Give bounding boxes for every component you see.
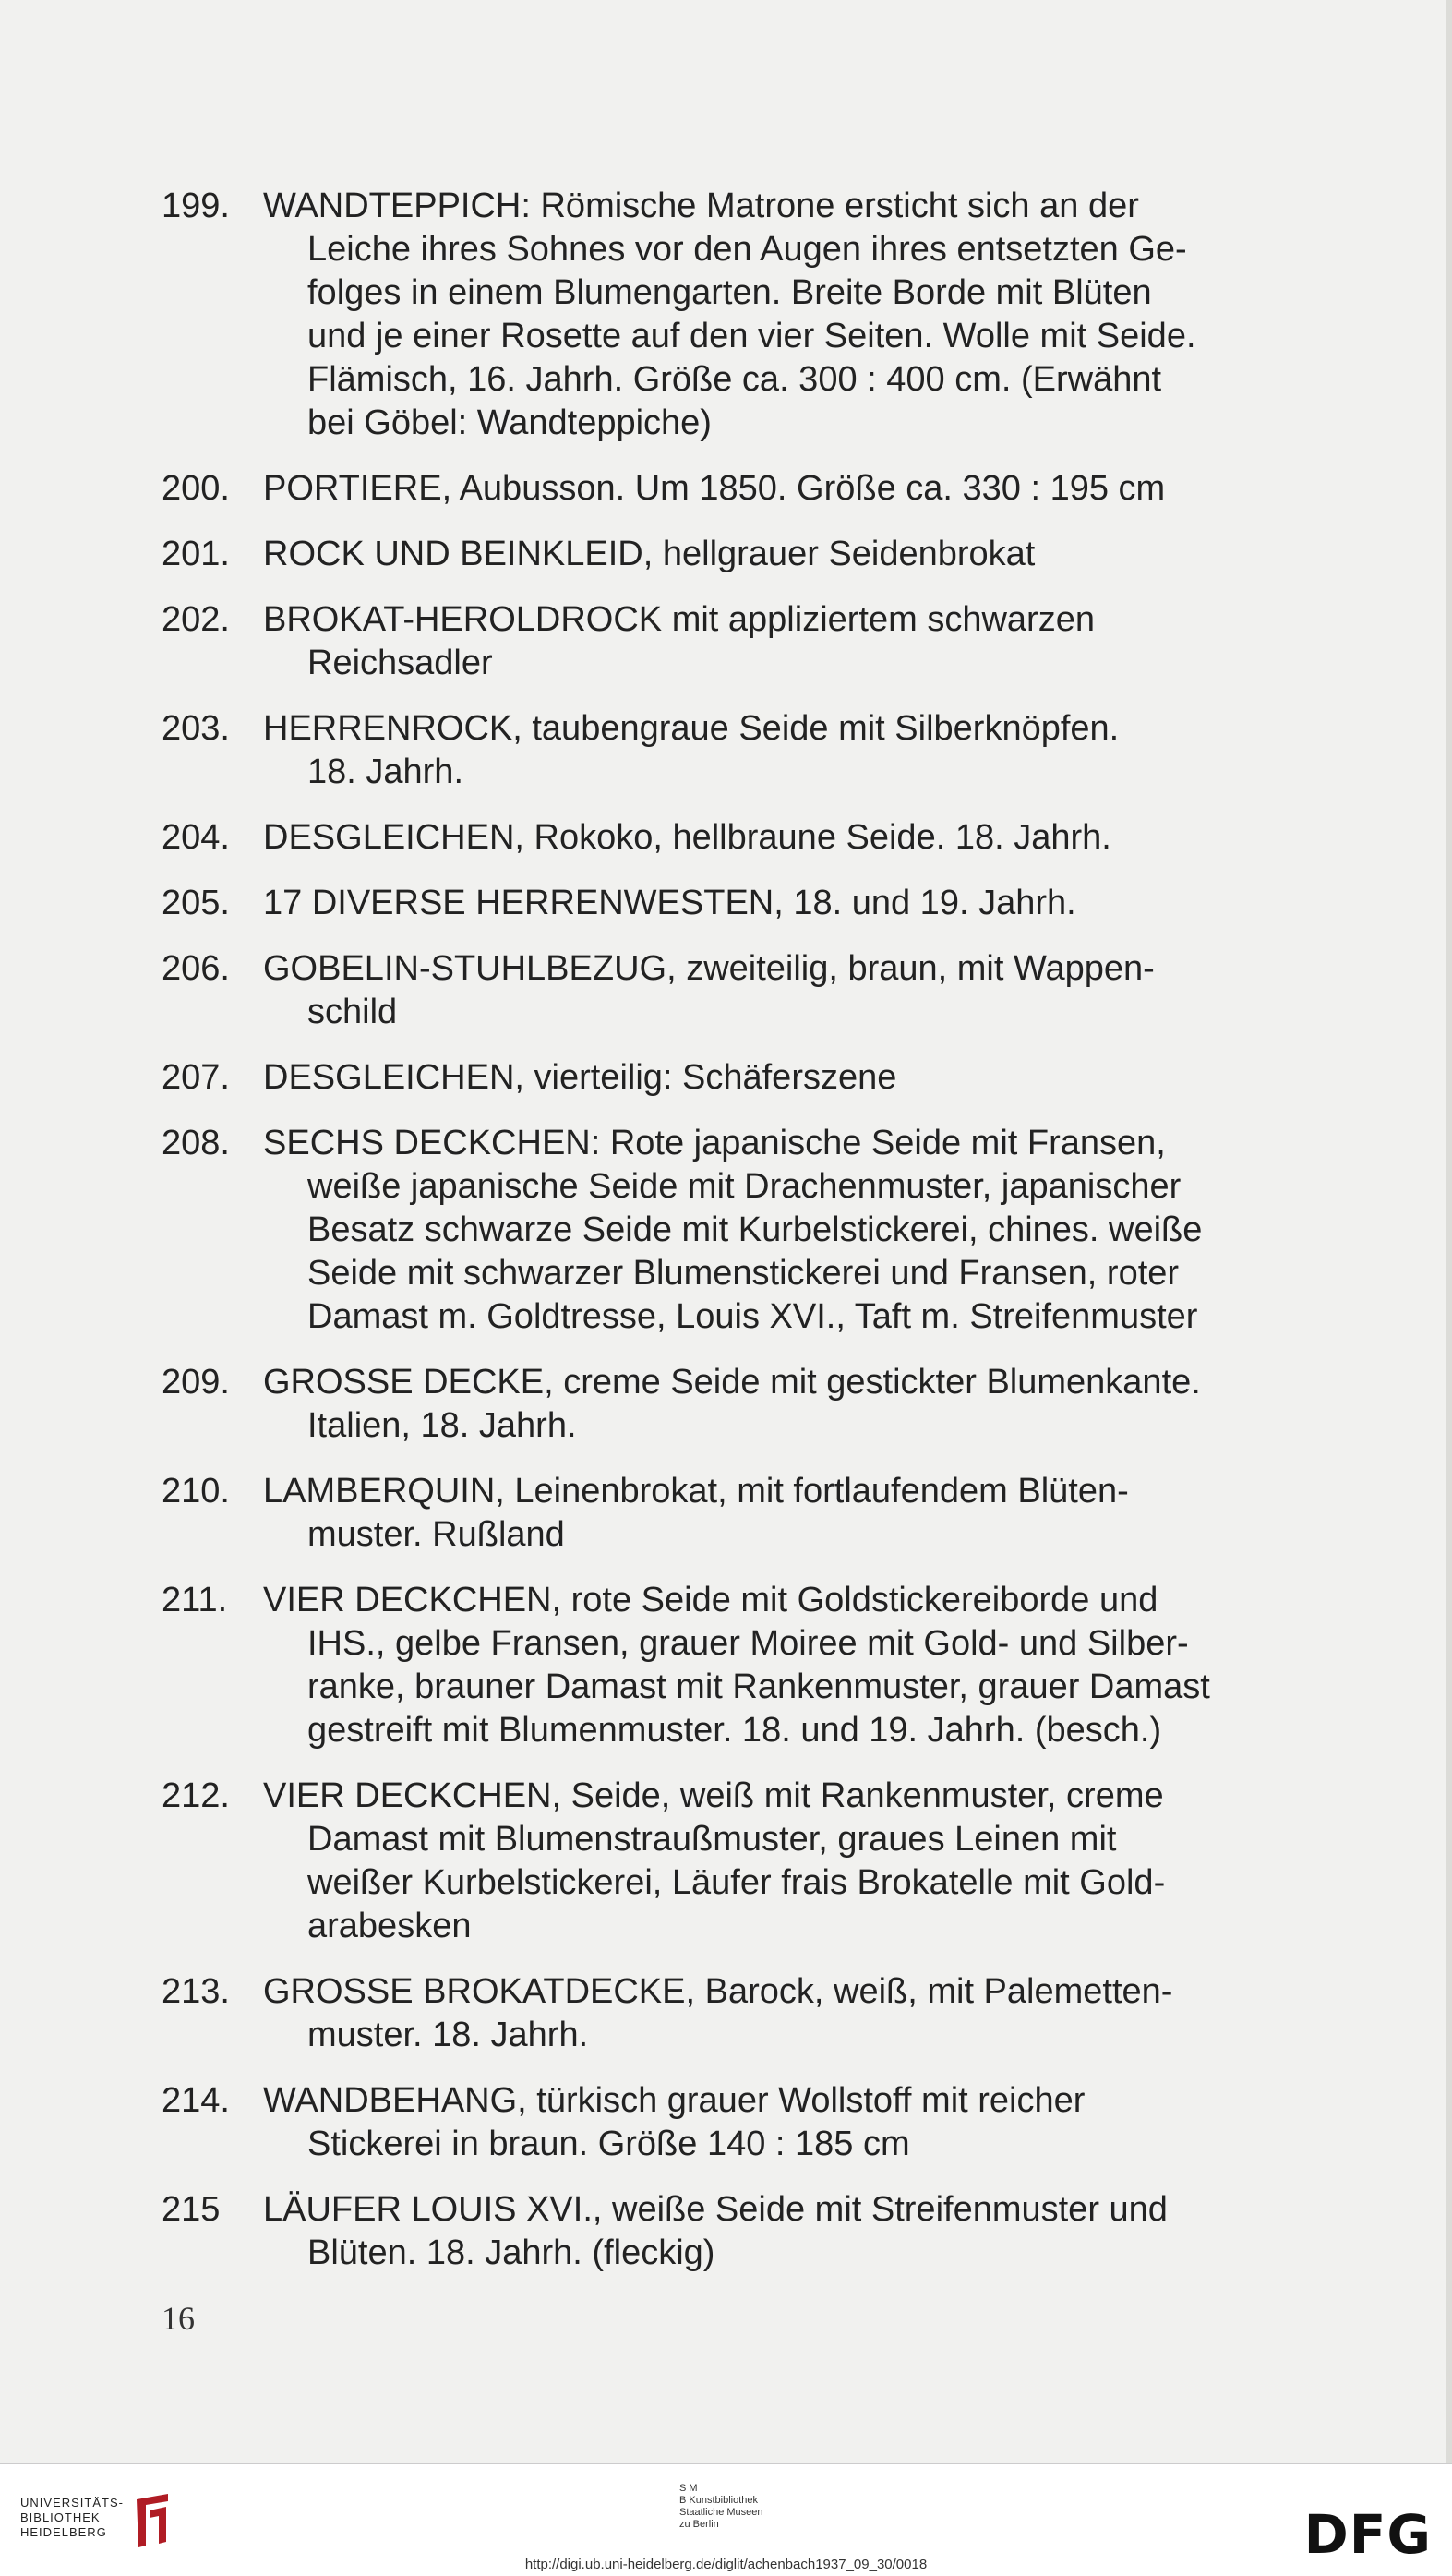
entry-line: BROKAT-HEROLDROCK mit appliziertem schwarzen (263, 600, 1095, 639)
catalog-entry (162, 533, 1334, 576)
catalog-entry (162, 1775, 1334, 1948)
entry-line: 17 DIVERSE HERRENWESTEN, 18. und 19. Jahrh. (263, 884, 1076, 922)
entry-description (263, 816, 1334, 860)
entry-number: 202. (162, 600, 230, 639)
entry-line: VIER DECKCHEN, rote Seide mit Goldstickereiborde und (263, 1581, 1158, 1619)
catalog-entry (162, 1361, 1334, 1448)
entry-line: Italien, 18. Jahrh. (307, 1406, 577, 1445)
entry-line: 18. Jahrh. (307, 752, 463, 791)
entry-line: folges in einem Blumengarten. Breite Borde mit Blüten (307, 273, 1152, 312)
catalog-entry (162, 467, 1334, 511)
entry-description (263, 1579, 1334, 1752)
entry-line: muster. 18. Jahrh. (307, 2016, 589, 2054)
entry-description (263, 882, 1334, 925)
catalog-entry (162, 947, 1334, 1034)
museum-line: Staatliche Museen (679, 2507, 763, 2518)
entry-line: Seide mit schwarzer Blumenstickerei und Fransen, roter (307, 1254, 1180, 1293)
entry-line: IHS., gelbe Fransen, grauer Moiree mit Gold- und Silber- (307, 1624, 1189, 1663)
entry-description (263, 1970, 1334, 2057)
entry-line: ROCK UND BEINKLEID, hellgrauer Seidenbrokat (263, 535, 1036, 573)
uni-line: BIBLIOTHEK (20, 2510, 101, 2524)
viewer-footer (0, 2463, 1452, 2576)
catalog-entry (162, 1056, 1334, 1100)
entry-description (263, 1361, 1334, 1448)
source-url-link[interactable]: http://digi.ub.uni-heidelberg.de/diglit/achenbach1937_09_30/0018 (524, 2557, 928, 2572)
entry-description (263, 707, 1334, 794)
catalog-entry (162, 1579, 1334, 1752)
catalog-entry (162, 185, 1334, 445)
entry-line: Damast mit Blumenstraußmuster, graues Leinen mit (307, 1820, 1117, 1859)
entry-description (263, 467, 1334, 511)
entry-number: 209. (162, 1363, 230, 1402)
uni-line: HEIDELBERG (20, 2525, 107, 2539)
entry-line: weiße japanische Seide mit Drachenmuster, japanischer (307, 1167, 1182, 1206)
entry-line: DESGLEICHEN, vierteilig: Schäferszene (263, 1058, 897, 1097)
entry-line: GROSSE DECKE, creme Seide mit gestickter Blumenkante. (263, 1363, 1201, 1402)
catalog-entry (162, 1970, 1334, 2057)
catalog-entry (162, 816, 1334, 860)
entry-number: 210. (162, 1472, 230, 1511)
entry-number: 213. (162, 1972, 230, 2011)
entry-line: Leiche ihres Sohnes vor den Augen ihres entsetzten Ge- (307, 230, 1187, 269)
page-number: 16 (162, 2300, 195, 2337)
entry-line: DESGLEICHEN, Rokoko, hellbraune Seide. 18. Jahrh. (263, 818, 1111, 857)
entry-number: 212. (162, 1776, 230, 1815)
university-library-label (20, 2496, 124, 2540)
entry-line: Damast m. Goldtresse, Louis XVI., Taft m. Streifenmuster (307, 1297, 1198, 1336)
entry-description (263, 1056, 1334, 1100)
catalog-list (162, 185, 1334, 2275)
entry-number: 206. (162, 949, 230, 988)
entry-line: Blüten. 18. Jahrh. (fleckig) (307, 2233, 715, 2272)
entry-description (263, 947, 1334, 1034)
entry-line: schild (307, 993, 398, 1031)
catalog-entry (162, 1470, 1334, 1557)
entry-number: 207. (162, 1058, 230, 1097)
catalog-entry (162, 882, 1334, 925)
catalog-entry (162, 1122, 1334, 1339)
entry-number: 203. (162, 709, 230, 748)
entry-description (263, 533, 1334, 576)
entry-number: 199. (162, 187, 230, 225)
entry-line: GROSSE BROKATDECKE, Barock, weiß, mit Palemetten- (263, 1972, 1173, 2011)
entry-number: 200. (162, 469, 230, 508)
entry-number: 201. (162, 535, 230, 573)
catalog-entry (162, 2188, 1334, 2275)
entry-description (263, 598, 1334, 685)
entry-line: Stickerei in braun. Größe 140 : 185 cm (307, 2125, 910, 2163)
entry-line: Reichsadler (307, 644, 493, 682)
entry-line: PORTIERE, Aubusson. Um 1850. Größe ca. 330 : 195 cm (263, 469, 1166, 508)
entry-description (263, 2079, 1334, 2166)
entry-description (263, 2188, 1334, 2275)
entry-number: 208. (162, 1124, 230, 1162)
entry-line: VIER DECKCHEN, Seide, weiß mit Rankenmuster, creme (263, 1776, 1164, 1815)
entry-line: HERRENROCK, taubengraue Seide mit Silberknöpfen. (263, 709, 1120, 748)
catalog-entry (162, 707, 1334, 794)
entry-number: 215 (162, 2190, 221, 2229)
catalog-entry (162, 598, 1334, 685)
entry-line: und je einer Rosette auf den vier Seiten. Wolle mit Seide. (307, 317, 1196, 355)
entry-line: weißer Kurbelstickerei, Läufer frais Brokatelle mit Gold- (307, 1863, 1166, 1902)
entry-description (263, 1775, 1334, 1948)
entry-line: muster. Rußland (307, 1515, 565, 1554)
entry-line: Besatz schwarze Seide mit Kurbelstickerei, chines. weiße (307, 1210, 1203, 1249)
dfg-logo: DFG (1303, 2503, 1432, 2566)
entry-line: bei Göbel: Wandteppiche) (307, 403, 712, 442)
catalog-entry (162, 2079, 1334, 2166)
museum-line: B Kunstbibliothek (679, 2495, 758, 2506)
entry-description (263, 1470, 1334, 1557)
entry-line: GOBELIN-STUHLBEZUG, zweiteilig, braun, mit Wappen- (263, 949, 1155, 988)
entry-line: ranke, brauner Damast mit Rankenmuster, grauer Damast (307, 1667, 1210, 1706)
entry-line: SECHS DECKCHEN: Rote japanische Seide mit Fransen, (263, 1124, 1166, 1162)
museum-line: zu Berlin (679, 2519, 719, 2530)
museum-label (679, 2483, 763, 2531)
uni-line: UNIVERSITÄTS- (20, 2496, 124, 2510)
entry-number: 204. (162, 818, 230, 857)
entry-line: arabesken (307, 1907, 472, 1945)
entry-line: LAMBERQUIN, Leinenbrokat, mit fortlaufendem Blüten- (263, 1472, 1129, 1511)
entry-number: 205. (162, 884, 230, 922)
entry-description (263, 1122, 1334, 1339)
entry-line: WANDBEHANG, türkisch grauer Wollstoff mit reicher (263, 2081, 1086, 2120)
entry-line: Flämisch, 16. Jahrh. Größe ca. 300 : 400 cm. (Erwähnt (307, 360, 1162, 399)
museum-line: S M (679, 2483, 698, 2494)
entry-line: gestreift mit Blumenmuster. 18. und 19. Jahrh. (besch.) (307, 1711, 1162, 1750)
entry-description (263, 185, 1334, 445)
entry-line: WANDTEPPICH: Römische Matrone ersticht sich an der (263, 187, 1139, 225)
entry-number: 214. (162, 2081, 230, 2120)
entry-number: 211. (162, 1581, 228, 1619)
university-logo-icon (131, 2492, 174, 2549)
entry-line: LÄUFER LOUIS XVI., weiße Seide mit Streifenmuster und (263, 2190, 1168, 2229)
